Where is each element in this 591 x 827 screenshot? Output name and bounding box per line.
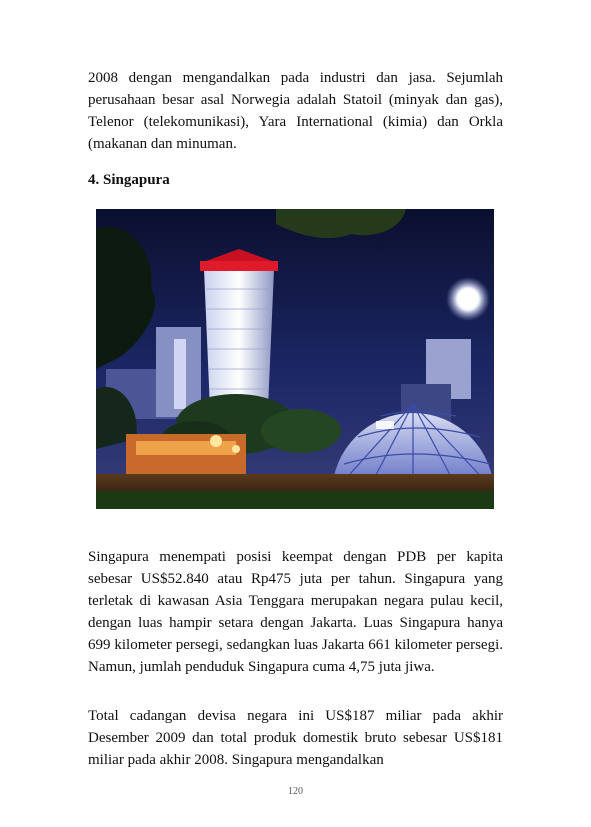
singapore-paragraph-2: Total cadangan devisa negara ini US$187 miliar pada akhir Desember 2009 dan total produk domestik bruto sebesar US$181 miliar pada akhir 2008. Singapura mengandalkan [88, 708, 503, 768]
singapore-paragraph-1: Singapura menempati posisi keempat dengan PDB per kapita sebesar US$52.840 atau Rp475 juta per tahun. Singapura yang terletak di kawasan Asia Tenggara merupakan negara pulau kecil, dengan luas hampir setara dengan Jakarta. Luas Singapura hanya 699 kilometer persegi, sedangkan luas Jakarta 661 kilometer persegi. Namun, jumlah penduduk Singapura cuma 4,75 juta jiwa. [88, 549, 503, 675]
singapore-night-photo [96, 209, 494, 509]
intro-paragraph: 2008 dengan mengandalkan pada industri dan jasa. Sejumlah perusahaan besar asal Norwegia adalah Statoil (minyak dan gas), Telenor (telekomunikasi), Yara International (kimia) dan Orkla (makanan dan minuman. [88, 70, 503, 152]
page-number: 120 [288, 786, 303, 797]
section-heading: 4. Singapura [88, 172, 170, 188]
